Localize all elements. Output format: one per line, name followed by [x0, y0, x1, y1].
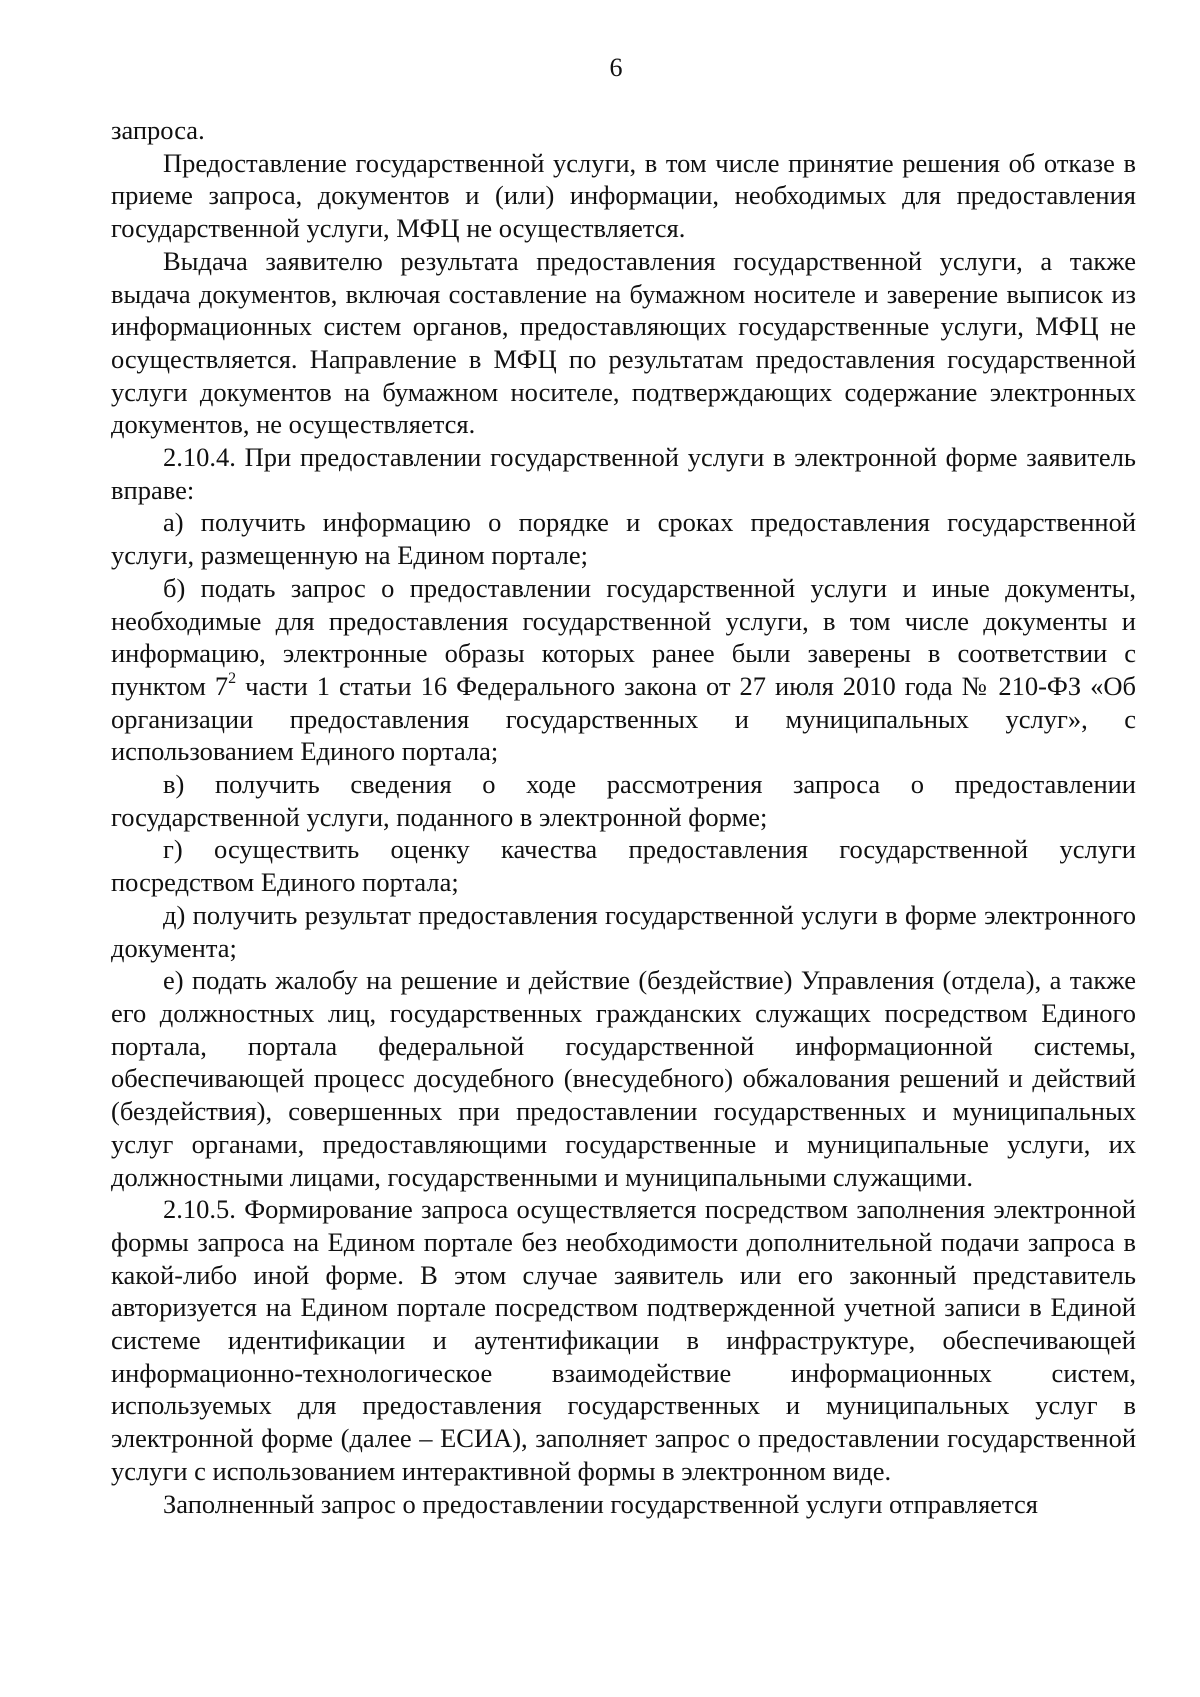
page-number: 6: [609, 53, 623, 82]
paragraph-2-10-4: 2.10.4. При предоставлении государственной услуги в электронной форме заявитель вправе:: [111, 442, 1136, 505]
paragraph-2-10-5: 2.10.5. Формирование запроса осуществляется посредством заполнения электронной формы запроса на Едином портале без необходимости дополнительной подачи запроса в какой-либо иной форме. В этом случае заявитель или его законный представитель авторизуется на Едином портале посредством подтвержденной учетной записи в Единой системе идентификации и аутентификации в инфраструктуре, обеспечивающей информационно-технологическое взаимодействие информационных систем, используемых для предоставления государственных и муниципальных услуг в электронной форме (далее – ЕСИА), заполняет запрос о предоставлении государственной услуги с использованием интерактивной формы в электронном виде.: [111, 1194, 1136, 1486]
list-item-a: а) получить информацию о порядке и сроках предоставления государственной услуги, размещенную на Едином портале;: [111, 507, 1136, 571]
paragraph-mfc-no-issuance: Выдача заявителю результата предоставления государственной услуги, а также выдача документов, включая составление на бумажном носителе и заверение выписок из информационных систем органов, предоставляющих государственные услуги, МФЦ не осуществляется. Направление в МФЦ по результатам предоставления государственной услуги документов на бумажном носителе, подтверждающих содержание электронных документов, не осуществляется.: [111, 245, 1136, 440]
list-item-v: в) получить сведения о ходе рассмотрения запроса о предоставлении государственной услуги, поданного в электронной форме;: [111, 769, 1136, 832]
superscript: 2: [228, 670, 237, 688]
list-item-b-text-2: части 1 статьи 16 Федерального закона от 27 июля 2010 года № 210-ФЗ «Об организации предоставления государственных и муниципальных услуг», с использованием Единого портала;: [111, 670, 1136, 767]
paragraph-mfc-no-provision: Предоставление государственной услуги, в том числе принятие решения об отказе в приеме запроса, документов и (или) информации, необходимых для предоставления государственной услуги, МФЦ не осуществляется.: [111, 147, 1136, 244]
list-item-e: е) подать жалобу на решение и действие (бездействие) Управления (отдела), а также его должностных лиц, государственных гражданских служащих посредством Единого портала, портала федеральной государственной информационной системы, обеспечивающей процесс досудебного (внесудебного) обжалования решений и действий (бездействия), совершенных при предоставлении государственных и муниципальных услуг органами, предоставляющими государственные и муниципальные услуги, их должностными лицами, государственными и муниципальными служащими.: [111, 965, 1136, 1192]
list-item-b: [111, 572, 1136, 768]
list-item-g: г) осуществить оценку качества предоставления государственной услуги посредством Единого портала;: [111, 834, 1136, 898]
document-body: [111, 114, 1136, 1520]
list-item-b-text-1: б) подать запрос о предоставлении государственной услуги и иные документы, необходимые для предоставления государственной услуги, в том числе документы и информацию, электронные образы которых ранее были заверены в соответствии с пунктом 7: [111, 572, 1136, 701]
paragraph-filled-request: Заполненный запрос о предоставлении государственной услуги отправляется: [163, 1488, 1038, 1519]
paragraph-continuation: запроса.: [111, 115, 205, 145]
list-item-d: д) получить результат предоставления государственной услуги в форме электронного документа;: [111, 899, 1136, 963]
